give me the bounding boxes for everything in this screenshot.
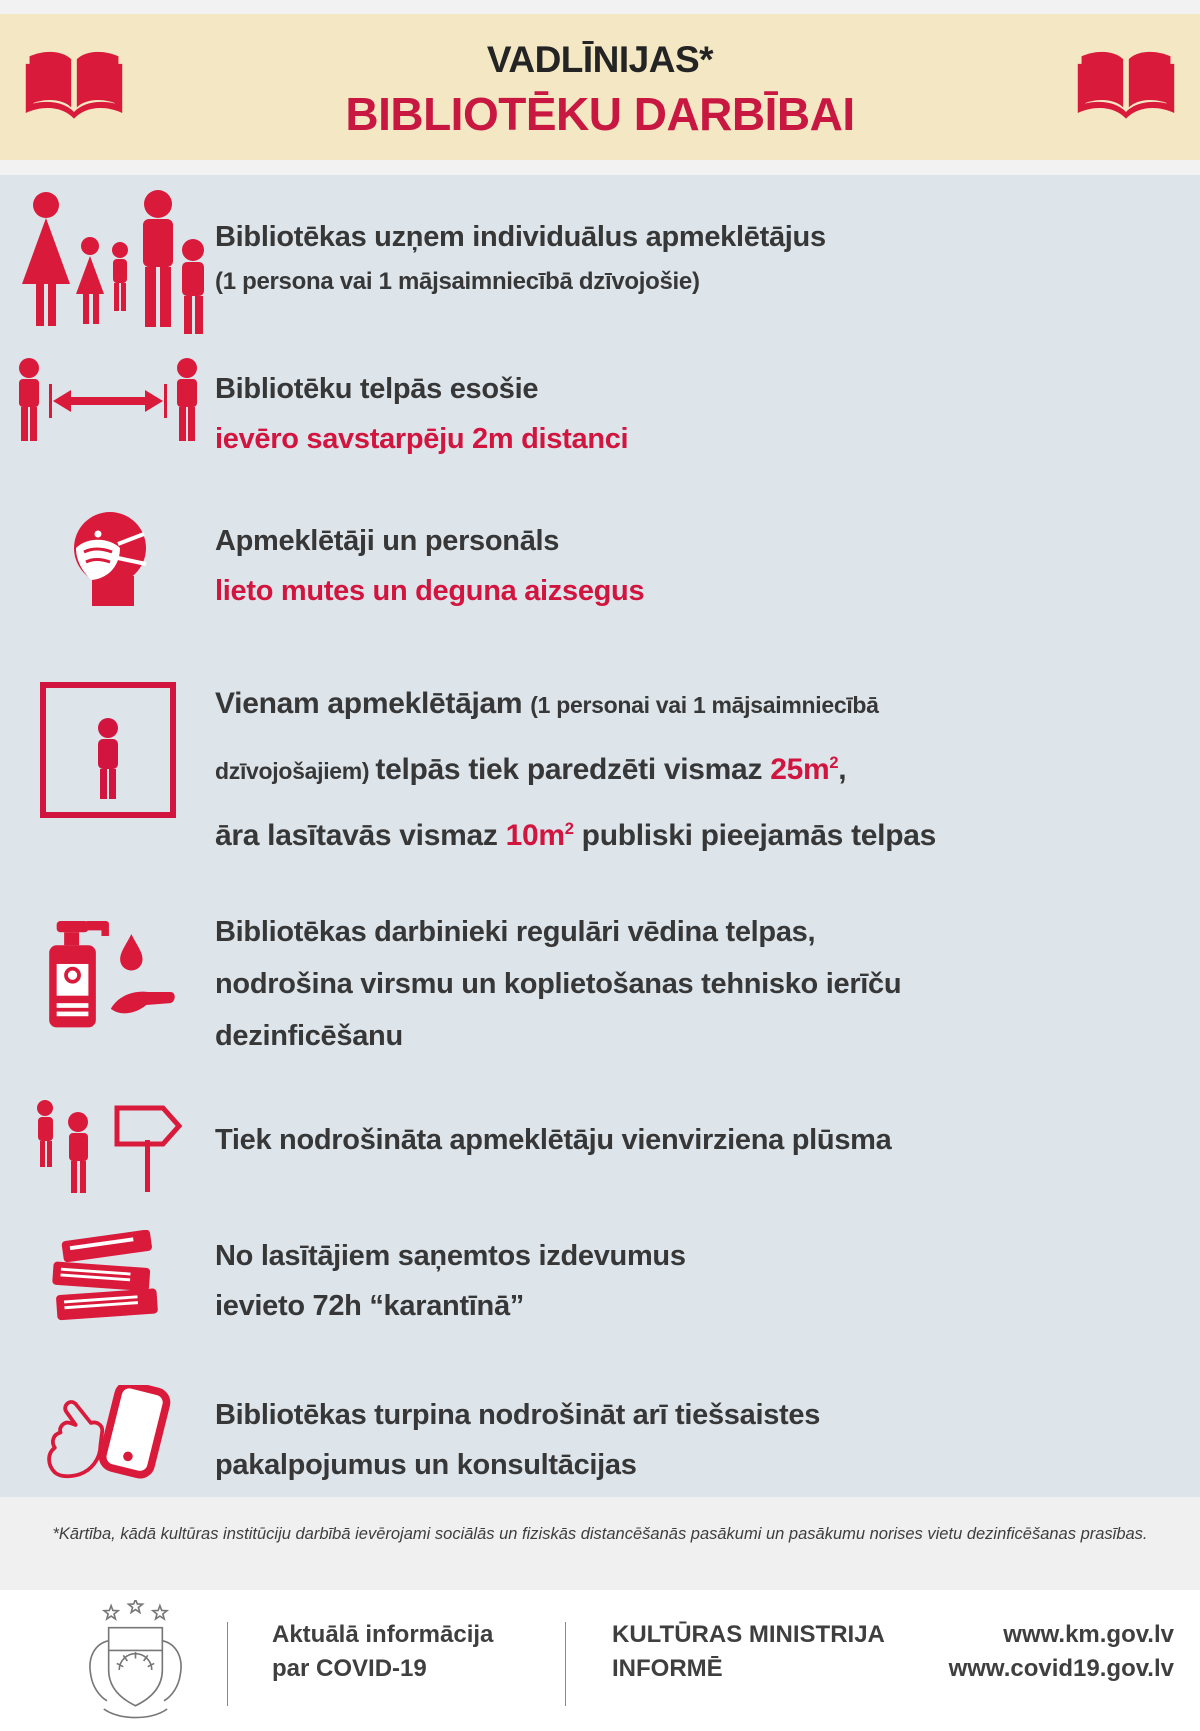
footer-info-line2: par COVID-19: [272, 1655, 427, 1682]
divider-strip: [0, 160, 1200, 175]
guideline-row-distance: [0, 358, 1200, 464]
guideline-row-disinfection: [0, 900, 1200, 1062]
text-intro: Vienam apmeklētājam: [215, 687, 531, 720]
one-way-flow-icon: [0, 1096, 215, 1195]
footer-ministry: [612, 1618, 885, 1686]
superscript-2: 2: [829, 754, 839, 772]
footnote-band: [0, 1497, 1200, 1590]
top-strip: [0, 0, 1200, 14]
covid19-gov-url: www.covid19.gov.lv: [948, 1655, 1174, 1682]
footer-ministry-line2: INFORMĒ: [612, 1655, 723, 1682]
open-book-icon: [22, 46, 126, 128]
open-book-icon: [1074, 46, 1178, 128]
footer-info: [272, 1618, 493, 1686]
guideline-text: [215, 675, 1170, 734]
footer-divider: [227, 1622, 228, 1706]
guideline-text: Bibliotēkas darbinieki regulāri vēdina telpas,: [215, 916, 816, 948]
guideline-text: pakalpojumus un konsultācijas: [215, 1449, 637, 1481]
area-per-visitor-icon: [0, 668, 215, 865]
km-gov-url: www.km.gov.lv: [1003, 1621, 1174, 1648]
text-comma: ,: [838, 753, 847, 786]
guideline-text: Tiek nodrošināta apmeklētāju vienvirziena plūsma: [215, 1124, 892, 1156]
text-mid: telpās tiek paredzēti vismaz: [375, 753, 771, 786]
guideline-text: [215, 734, 1170, 800]
guideline-text-red: lieto mutes un deguna aizsegus: [215, 575, 645, 607]
guideline-text: No lasītājiem saņemtos izdevumus: [215, 1240, 686, 1272]
guideline-row-one-way: [0, 1096, 1200, 1195]
area-10m2: 10m: [505, 819, 565, 852]
text-outdoor: āra lasītavās vismaz: [215, 819, 506, 852]
guideline-text-red: ievēro savstarpēju 2m distanci: [215, 423, 629, 455]
guideline-text: [215, 800, 1170, 865]
guideline-row-area: [0, 668, 1200, 865]
mask-icon: [0, 496, 215, 616]
guideline-text: Bibliotēkas turpina nodrošināt arī tiešsaistes: [215, 1399, 821, 1431]
text-small: (1 personai vai 1 mājsaimniecībā: [530, 692, 879, 718]
footer-divider: [565, 1622, 566, 1706]
guideline-row-individual-visitors: [0, 190, 1200, 335]
footnote: *Kārtība, kādā kultūras institūciju darbībā ievērojami sociālās un fiziskās distancēšanās pasākumi un pasākumu norises vietu dezinficēšanas prasības.: [52, 1525, 1148, 1543]
footer-urls: [949, 1618, 1174, 1686]
poster-header: [0, 14, 1200, 160]
books-quarantine-icon: [0, 1228, 215, 1331]
guideline-text: dezinficēšanu: [215, 1020, 403, 1052]
guideline-text: nodrošina virsmu un koplietošanas tehnisko ierīču: [215, 968, 902, 1000]
text-public: publiski pieejamās telpas: [573, 819, 936, 852]
poster-footer: [0, 1590, 1200, 1731]
superscript-2: 2: [564, 820, 574, 838]
poster-subtitle: BIBLIOTĒKU DARBĪBAI: [345, 88, 855, 140]
guideline-text: Bibliotēkas uzņem individuālus apmeklētājus: [215, 221, 826, 253]
poster-title: VADLĪNIJAS*: [486, 39, 714, 80]
guideline-text: Apmeklētāji un personāls: [215, 525, 560, 557]
footer-info-line1: Aktuālā informācija: [272, 1621, 494, 1648]
guideline-row-quarantine: [0, 1228, 1200, 1331]
guideline-subtext: (1 persona vai 1 mājsaimniecībā dzīvojošie): [215, 268, 700, 295]
area-25m2: 25m: [770, 753, 830, 786]
text-small: dzīvojošajiem): [215, 758, 376, 784]
footer-ministry-line1: KULTŪRAS MINISTRIJA: [612, 1621, 885, 1648]
guideline-row-online: [0, 1383, 1200, 1490]
distance-icon: [0, 358, 215, 464]
header-titles: [148, 35, 1052, 139]
guideline-row-masks: [0, 496, 1200, 616]
guideline-text: Bibliotēku telpās esošie: [215, 373, 539, 405]
online-services-icon: [0, 1383, 215, 1490]
disinfection-icon: [0, 900, 215, 1062]
latvia-coat-of-arms-icon: [38, 1600, 233, 1722]
guideline-text: ievieto 72h “karantīnā”: [215, 1290, 524, 1322]
family-icon: [0, 190, 215, 335]
